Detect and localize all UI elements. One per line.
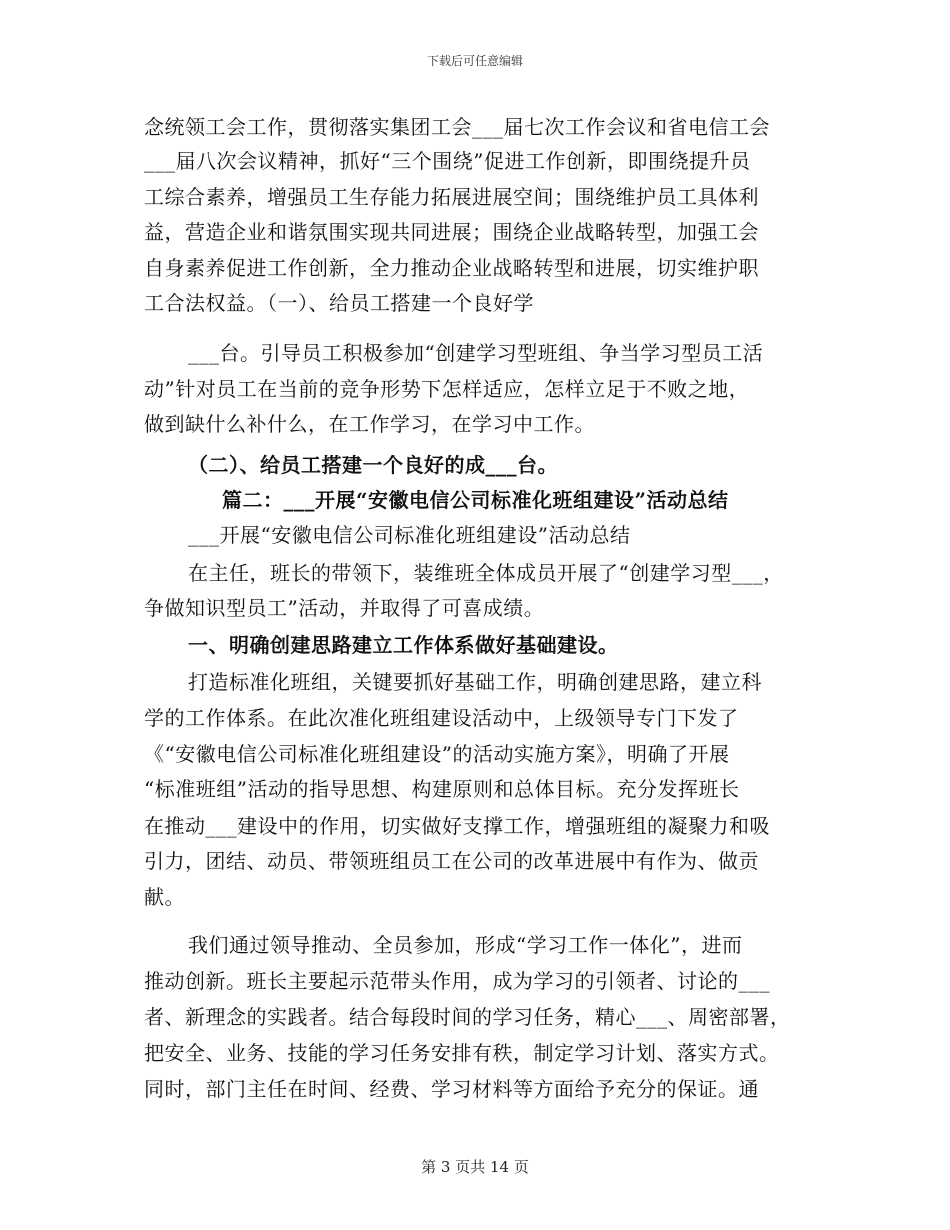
body-line-20: 推动创新。班长主要起示范带头作用，成为学习的引领者、讨论的___ — [144, 969, 770, 993]
body-line-10: 在主任，班长的带领下，装维班全体成员开展了“创建学习型___， — [188, 561, 784, 585]
body-line-22: 把安全、业务、技能的学习任务安排有秩，制定学习计划、落实方式。 — [144, 1041, 780, 1065]
body-line-18: 献。 — [144, 885, 185, 909]
body-line-9: 做到缺什么补什么，在工作学习，在学习中工作。 — [144, 412, 595, 436]
page-header-note: 下载后可任意编辑 — [426, 54, 523, 68]
article-subtitle: ___开展“安徽电信公司标准化班组建设”活动总结 — [188, 523, 631, 547]
body-line-8: 动”针对员工在当前的竞争形势下怎样适应，怎样立足于不败之地， — [144, 377, 750, 401]
article-title: 篇二：___开展“安徽电信公司标准化班组建设”活动总结 — [222, 488, 729, 512]
body-line-21: 者、新理念的实践者。结合每段时间的学习任务，精心___、周密部署， — [144, 1005, 791, 1029]
body-line-5: 自身素养促进工作创新，全力推动企业战略转型和进展，切实维护职 — [144, 256, 759, 280]
subheading-two: （二）、给员工搭建一个良好的成___台。 — [188, 453, 558, 477]
body-line-1: 念统领工会工作，贯彻落实集团工会___届七次工作会议和省电信工会 — [144, 115, 770, 139]
body-line-11: 争做知识型员工”活动，并取得了可喜成绩。 — [144, 596, 545, 620]
body-line-13: 学的工作体系。在此次准化班组建设活动中，上级领导专门下发了 — [144, 706, 739, 730]
body-line-2: ___届八次会议精神，抓好“三个围绕”促进工作创新，即围绕提升员 — [144, 149, 751, 173]
body-line-4: 益，营造企业和谐氛围实现共同进展；围绕企业战略转型，加强工会 — [144, 220, 759, 244]
body-line-6: 工合法权益。（一）、给员工搭建一个良好学 — [144, 291, 534, 315]
body-line-12: 打造标准化班组，关键要抓好基础工作，明确创建思路，建立科 — [188, 670, 762, 694]
body-line-17: 引力，团结、动员、带领班组员工在公司的改革进展中有作为、做贡 — [144, 849, 759, 873]
body-line-14: 《“安徽电信公司标准化班组建设”的活动实施方案》，明确了开展 — [144, 742, 730, 766]
body-line-23: 同时，部门主任在时间、经费、学习材料等方面给予充分的保证。通 — [144, 1077, 759, 1101]
body-line-19: 我们通过领导推动、全员参加，形成“学习工作一体化”，进而 — [188, 933, 743, 957]
page-number-footer: 第 3 页共 14 页 — [421, 1158, 529, 1176]
body-line-3: 工综合素养，增强员工生存能力拓展进展空间；围绕维护员工具体利 — [144, 185, 759, 209]
body-line-7: ___台。引导员工积极参加“创建学习型班组、争当学习型员工活 — [188, 341, 764, 365]
section-heading-one: 一、明确创建思路建立工作体系做好基础建设。 — [188, 633, 619, 657]
body-line-15: “标准班组”活动的指导思想、构建原则和总体目标。充分发挥班长 — [144, 777, 740, 801]
body-line-16: 在推动___建设中的作用，切实做好支撑工作，增强班组的凝聚力和吸 — [144, 814, 770, 838]
